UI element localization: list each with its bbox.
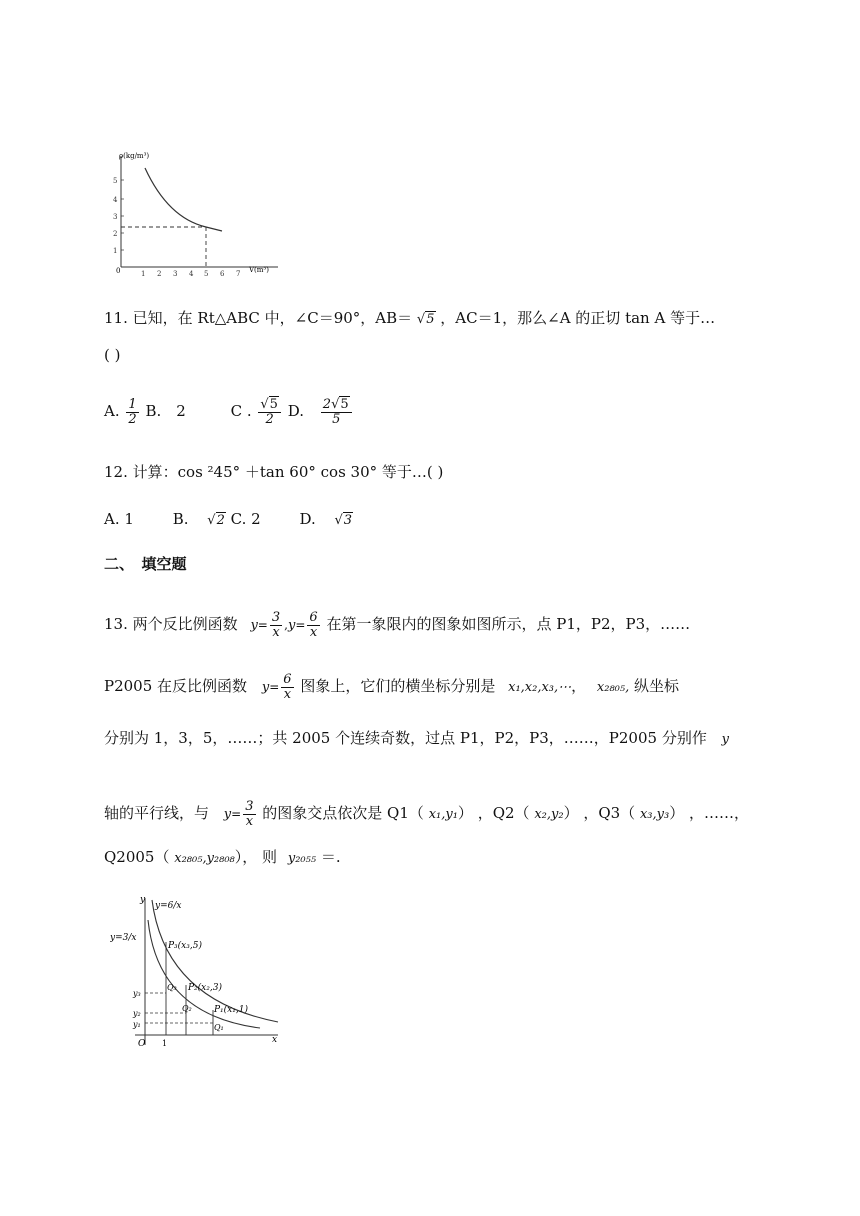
sqrt-2: √2 [207, 513, 225, 528]
option-b: B. 2 [145, 402, 186, 421]
x-tick: 2 [157, 270, 162, 278]
q1-coords: x₁,y₁ [428, 807, 458, 823]
question-number: 12. [104, 463, 128, 481]
question-12 [104, 465, 443, 480]
x-tick: 1 [141, 270, 146, 278]
curve-y-6-over-x [152, 900, 278, 1022]
option-d-label: D. [287, 402, 304, 421]
tick-one: 1 [162, 1039, 168, 1048]
x-tick: 4 [189, 270, 194, 278]
fraction-3-over-x: $\frac{3}{x}$ [271, 610, 281, 640]
y-tick: 3 [113, 213, 118, 221]
option-c: C. 2 [230, 510, 261, 528]
sqrt-5: √5 [416, 312, 435, 327]
x-sequence: x₁,x₂,x₃,⋯ [508, 680, 572, 696]
fraction-one-half: $\frac{1}{2}$ [128, 397, 137, 427]
question-11-options [104, 398, 354, 426]
label-p2: P₂(x₂,3) [188, 983, 222, 993]
label-y3: y₃ [133, 989, 141, 998]
inverse-curve [145, 168, 222, 231]
section-heading: 二、 填空题 [104, 555, 187, 573]
option-a: A. 1 [104, 510, 134, 528]
question-13-line-3: 分别为 1，3，5，……；共 2005 个连续奇数，过点 P1，P2，P3，……，P2005 分别作 y [104, 729, 729, 747]
sqrt-3: √3 [334, 513, 353, 528]
y-2005: y₂₀₅₅ [287, 851, 317, 866]
question-text: 已知，在 Rt△ABC 中，∠C＝90°，AB＝ [132, 309, 413, 327]
y-tick: 4 [113, 196, 118, 204]
option-b-label: B. [172, 510, 189, 528]
q3-coords: x₃,y₃ [639, 807, 670, 823]
q2-coords: x₂,y₂ [534, 807, 564, 823]
label-y2: y₂ [133, 1009, 141, 1018]
question-13-line-2: P2005 在反比例函数 y= $\frac{6}{x}$ 图象上，它们的横坐标分别是 x₁,x₂,x₃,⋯， x₂₈₀₅, 纵坐标 [104, 672, 680, 702]
label-q2: Q₂ [182, 1004, 192, 1013]
option-d-label: D. [299, 510, 316, 528]
y-tick: 5 [113, 177, 118, 185]
y-axis-label: y [140, 895, 146, 905]
label-y-3-over-x: y=3/x [110, 933, 137, 943]
label-p3: P₃(x₃,5) [168, 941, 202, 951]
question-11-paren: ( ) [104, 346, 121, 364]
inverse-functions-graph [110, 890, 285, 1050]
x-2005: x₂₈₀₅, [596, 680, 630, 696]
fraction-6-over-x: $\frac{6}{x}$ [283, 672, 292, 702]
label-q1: Q₁ [214, 1023, 224, 1032]
q2005-coords: x₂₈₀₅,y₂₈₀₈ [174, 851, 235, 866]
origin-label: 0 [116, 267, 121, 275]
fraction-2sqrt5-over-5: $\frac{2√5}{5}$ [321, 398, 352, 426]
label-p1: P₁(x₁,1) [214, 1005, 248, 1015]
y-tick: 1 [113, 247, 118, 255]
x-tick: 3 [173, 270, 178, 278]
question-12-options [104, 512, 353, 527]
option-a-label: A. [104, 402, 120, 421]
origin-label: O [138, 1039, 146, 1049]
label-y1: y₁ [133, 1020, 141, 1029]
option-c-label: C . [230, 402, 252, 421]
y-axis-label: ρ(kg/m³) [119, 152, 150, 160]
question-13-line-1: 13. 两个反比例函数 y= $\frac{3}{x}$ ,y= $\frac{6}{x}$ 在第一象限内的图象如图所示，点 P1，P2，P3，…… [104, 610, 691, 640]
x-tick: 7 [236, 270, 241, 278]
fraction-sqrt5-over-2: $\frac{√5}{2}$ [258, 398, 281, 426]
question-11 [104, 311, 715, 326]
question-number: 13. [104, 615, 128, 634]
question-text: ，AC＝1，那么∠A 的正切 tan A 等于… [440, 309, 716, 327]
x-axis-label: x [272, 1035, 278, 1045]
label-q3: Q₃ [167, 983, 177, 992]
x-tick: 5 [204, 270, 209, 278]
density-volume-graph [108, 146, 283, 278]
fraction-6-over-x: $\frac{6}{x}$ [309, 610, 318, 640]
x-tick: 6 [220, 270, 225, 278]
label-y-6-over-x: y=6/x [155, 901, 182, 911]
x-axis-label: V(m³) [249, 266, 269, 274]
question-13-line-5: Q2005（ x₂₈₀₅,y₂₈₀₈）， 则 y₂₀₅₅ ＝. [104, 848, 341, 866]
fraction-3-over-x: $\frac{3}{x}$ [245, 799, 254, 829]
question-13-line-4: 轴的平行线，与 y= $\frac{3}{x}$ 的图象交点依次是 Q1（ x₁,y₁） ，Q2（ x₂,y₂） ，Q3（ x₃,y₃） ，……， [104, 799, 749, 829]
y-tick: 2 [113, 230, 118, 238]
question-number: 11. [104, 309, 128, 327]
question-text: 计算：cos ²45° ＋tan 60° cos 30° 等于…( ) [132, 463, 444, 481]
